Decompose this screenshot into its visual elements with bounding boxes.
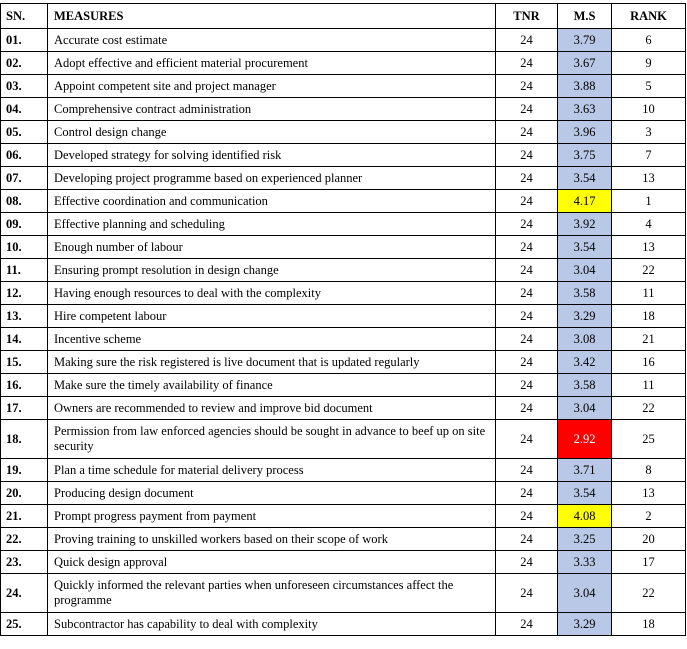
row-tnr: 24 — [496, 459, 558, 482]
row-sn: 15. — [1, 351, 48, 374]
row-tnr: 24 — [496, 528, 558, 551]
row-ms: 3.88 — [558, 75, 612, 98]
table-row — [1, 374, 686, 397]
row-rank: 18 — [612, 305, 686, 328]
row-tnr: 24 — [496, 420, 558, 459]
row-sn: 17. — [1, 397, 48, 420]
table-row — [1, 144, 686, 167]
row-rank: 20 — [612, 528, 686, 551]
row-sn: 13. — [1, 305, 48, 328]
row-measure: Owners are recommended to review and improve bid document — [48, 397, 496, 420]
row-tnr: 24 — [496, 351, 558, 374]
row-ms: 3.29 — [558, 613, 612, 636]
row-measure: Effective planning and scheduling — [48, 213, 496, 236]
row-measure: Developing project programme based on experienced planner — [48, 167, 496, 190]
table-row — [1, 328, 686, 351]
row-ms: 3.71 — [558, 459, 612, 482]
row-ms: 3.63 — [558, 98, 612, 121]
row-sn: 19. — [1, 459, 48, 482]
row-measure: Permission from law enforced agencies should be sought in advance to beef up on site security — [48, 420, 496, 459]
row-ms: 3.25 — [558, 528, 612, 551]
row-sn: 24. — [1, 574, 48, 613]
row-measure: Adopt effective and efficient material procurement — [48, 52, 496, 75]
row-measure: Effective coordination and communication — [48, 190, 496, 213]
row-measure: Quickly informed the relevant parties when unforeseen circumstances affect the programme — [48, 574, 496, 613]
row-tnr: 24 — [496, 613, 558, 636]
table-row — [1, 305, 686, 328]
row-ms: 3.33 — [558, 551, 612, 574]
row-ms: 3.58 — [558, 282, 612, 305]
row-tnr: 24 — [496, 98, 558, 121]
row-rank: 6 — [612, 29, 686, 52]
table-body — [1, 29, 686, 636]
row-sn: 12. — [1, 282, 48, 305]
row-measure: Control design change — [48, 121, 496, 144]
row-rank: 18 — [612, 613, 686, 636]
row-rank: 3 — [612, 121, 686, 144]
row-rank: 13 — [612, 236, 686, 259]
table-row — [1, 482, 686, 505]
row-ms: 3.08 — [558, 328, 612, 351]
row-ms: 3.92 — [558, 213, 612, 236]
row-measure: Incentive scheme — [48, 328, 496, 351]
row-ms: 4.08 — [558, 505, 612, 528]
row-measure: Plan a time schedule for material delivery process — [48, 459, 496, 482]
row-rank: 13 — [612, 482, 686, 505]
row-ms: 3.29 — [558, 305, 612, 328]
row-measure: Producing design document — [48, 482, 496, 505]
row-ms: 3.67 — [558, 52, 612, 75]
row-sn: 09. — [1, 213, 48, 236]
row-sn: 07. — [1, 167, 48, 190]
row-sn: 18. — [1, 420, 48, 459]
row-sn: 10. — [1, 236, 48, 259]
row-sn: 04. — [1, 98, 48, 121]
row-ms: 3.54 — [558, 236, 612, 259]
row-tnr: 24 — [496, 282, 558, 305]
row-measure: Comprehensive contract administration — [48, 98, 496, 121]
row-rank: 8 — [612, 459, 686, 482]
row-sn: 14. — [1, 328, 48, 351]
table-row — [1, 259, 686, 282]
row-tnr: 24 — [496, 144, 558, 167]
row-rank: 10 — [612, 98, 686, 121]
row-measure: Quick design approval — [48, 551, 496, 574]
row-measure: Making sure the risk registered is live document that is updated regularly — [48, 351, 496, 374]
row-measure: Proving training to unskilled workers based on their scope of work — [48, 528, 496, 551]
row-sn: 16. — [1, 374, 48, 397]
row-ms: 3.54 — [558, 482, 612, 505]
row-ms: 3.04 — [558, 574, 612, 613]
row-tnr: 24 — [496, 305, 558, 328]
row-rank: 7 — [612, 144, 686, 167]
row-sn: 02. — [1, 52, 48, 75]
table-row — [1, 121, 686, 144]
row-rank: 11 — [612, 374, 686, 397]
table-row — [1, 351, 686, 374]
table-row — [1, 551, 686, 574]
row-rank: 5 — [612, 75, 686, 98]
row-sn: 22. — [1, 528, 48, 551]
table-row — [1, 52, 686, 75]
row-tnr: 24 — [496, 167, 558, 190]
header-tnr: TNR — [496, 4, 558, 29]
row-ms: 3.54 — [558, 167, 612, 190]
row-sn: 08. — [1, 190, 48, 213]
row-tnr: 24 — [496, 328, 558, 351]
row-rank: 22 — [612, 259, 686, 282]
row-tnr: 24 — [496, 236, 558, 259]
row-rank: 11 — [612, 282, 686, 305]
row-tnr: 24 — [496, 75, 558, 98]
measures-table — [0, 3, 686, 636]
row-ms: 3.75 — [558, 144, 612, 167]
row-measure: Prompt progress payment from payment — [48, 505, 496, 528]
row-sn: 06. — [1, 144, 48, 167]
row-rank: 22 — [612, 574, 686, 613]
header-row — [1, 4, 686, 29]
row-tnr: 24 — [496, 482, 558, 505]
row-rank: 21 — [612, 328, 686, 351]
row-measure: Subcontractor has capability to deal with complexity — [48, 613, 496, 636]
row-ms: 3.42 — [558, 351, 612, 374]
row-sn: 21. — [1, 505, 48, 528]
table-row — [1, 420, 686, 459]
table-row — [1, 75, 686, 98]
table-row — [1, 528, 686, 551]
row-rank: 1 — [612, 190, 686, 213]
row-sn: 03. — [1, 75, 48, 98]
row-measure: Developed strategy for solving identified risk — [48, 144, 496, 167]
row-sn: 23. — [1, 551, 48, 574]
row-measure: Having enough resources to deal with the complexity — [48, 282, 496, 305]
row-tnr: 24 — [496, 121, 558, 144]
row-ms: 3.79 — [558, 29, 612, 52]
table-row — [1, 459, 686, 482]
table-row — [1, 613, 686, 636]
row-ms: 3.04 — [558, 397, 612, 420]
row-tnr: 24 — [496, 29, 558, 52]
row-measure: Accurate cost estimate — [48, 29, 496, 52]
row-rank: 4 — [612, 213, 686, 236]
row-rank: 2 — [612, 505, 686, 528]
row-measure: Ensuring prompt resolution in design change — [48, 259, 496, 282]
row-sn: 20. — [1, 482, 48, 505]
table-row — [1, 167, 686, 190]
table-row — [1, 236, 686, 259]
row-tnr: 24 — [496, 52, 558, 75]
row-measure: Enough number of labour — [48, 236, 496, 259]
row-tnr: 24 — [496, 190, 558, 213]
row-rank: 13 — [612, 167, 686, 190]
row-tnr: 24 — [496, 505, 558, 528]
row-tnr: 24 — [496, 551, 558, 574]
header-rank: RANK — [612, 4, 686, 29]
header-sn: SN. — [1, 4, 48, 29]
table-row — [1, 574, 686, 613]
row-tnr: 24 — [496, 397, 558, 420]
row-tnr: 24 — [496, 574, 558, 613]
table-row — [1, 213, 686, 236]
row-sn: 25. — [1, 613, 48, 636]
row-measure: Make sure the timely availability of finance — [48, 374, 496, 397]
row-ms: 2.92 — [558, 420, 612, 459]
row-sn: 01. — [1, 29, 48, 52]
row-ms: 3.96 — [558, 121, 612, 144]
row-rank: 25 — [612, 420, 686, 459]
row-tnr: 24 — [496, 259, 558, 282]
row-ms: 3.04 — [558, 259, 612, 282]
row-tnr: 24 — [496, 213, 558, 236]
row-rank: 9 — [612, 52, 686, 75]
table-row — [1, 190, 686, 213]
row-rank: 22 — [612, 397, 686, 420]
row-measure: Appoint competent site and project manager — [48, 75, 496, 98]
row-measure: Hire competent labour — [48, 305, 496, 328]
table-row — [1, 505, 686, 528]
row-ms: 3.58 — [558, 374, 612, 397]
table-row — [1, 29, 686, 52]
table-row — [1, 282, 686, 305]
row-ms: 4.17 — [558, 190, 612, 213]
row-tnr: 24 — [496, 374, 558, 397]
row-sn: 11. — [1, 259, 48, 282]
header-measures: MEASURES — [48, 4, 496, 29]
row-rank: 17 — [612, 551, 686, 574]
table-row — [1, 98, 686, 121]
table-row — [1, 397, 686, 420]
row-sn: 05. — [1, 121, 48, 144]
header-ms: M.S — [558, 4, 612, 29]
row-rank: 16 — [612, 351, 686, 374]
